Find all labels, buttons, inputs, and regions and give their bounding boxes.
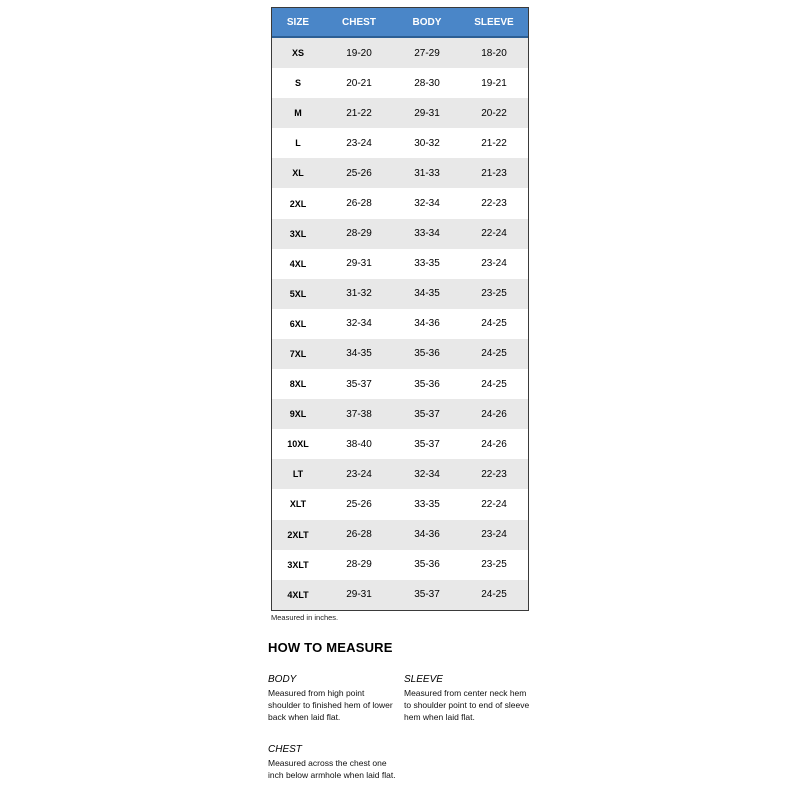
cell-chest: 28-29 — [346, 559, 372, 571]
cell-sleeve: 23-25 — [481, 559, 507, 571]
cell-chest: 26-28 — [346, 529, 372, 541]
table-row — [272, 520, 528, 550]
measure-chest-heading: CHEST — [268, 744, 302, 755]
table-row — [272, 399, 528, 429]
cell-sleeve: 22-23 — [481, 468, 507, 480]
cell-body: 29-31 — [414, 107, 440, 119]
cell-size: XL — [292, 168, 304, 179]
header-chest: CHEST — [342, 16, 376, 28]
table-row — [272, 369, 528, 399]
cell-size: 4XL — [289, 258, 307, 269]
cell-chest: 38-40 — [346, 438, 372, 450]
table-row — [272, 38, 528, 68]
measure-body-text: Measured from high point shoulder to finished hem of lower back when laid flat. — [268, 688, 393, 722]
measure-body-heading: BODY — [268, 674, 297, 685]
cell-chest: 29-31 — [346, 258, 372, 270]
cell-body: 34-36 — [414, 318, 440, 330]
measure-sleeve-block — [404, 674, 532, 723]
table-header-row — [272, 8, 528, 38]
cell-chest: 32-34 — [346, 318, 372, 330]
table-row — [272, 158, 528, 188]
cell-body: 32-34 — [414, 198, 440, 210]
cell-sleeve: 21-22 — [481, 137, 507, 149]
cell-body: 35-37 — [414, 589, 440, 601]
cell-size: 3XL — [289, 228, 307, 239]
cell-sleeve: 24-25 — [481, 348, 507, 360]
cell-chest: 29-31 — [346, 589, 372, 601]
cell-body: 35-37 — [414, 438, 440, 450]
cell-size: XLT — [289, 499, 307, 510]
cell-body: 31-33 — [414, 167, 440, 179]
cell-chest: 19-20 — [346, 47, 372, 59]
table-row — [272, 580, 528, 610]
cell-size: LT — [292, 469, 304, 480]
table-row — [272, 128, 528, 158]
cell-size: S — [294, 78, 301, 89]
measure-sleeve-text: Measured from center neck hem to shoulder point to end of sleeve hem when laid flat. — [404, 688, 530, 722]
cell-size: 9XL — [289, 409, 307, 420]
cell-sleeve: 21-23 — [481, 167, 507, 179]
measure-sleeve-heading: SLEEVE — [404, 674, 443, 685]
how-to-measure-title: HOW TO MEASURE — [268, 640, 393, 655]
cell-body: 34-36 — [414, 529, 440, 541]
cell-body: 35-36 — [414, 348, 440, 360]
cell-body: 33-34 — [414, 228, 440, 240]
table-row — [272, 309, 528, 339]
table-row — [272, 429, 528, 459]
cell-chest: 34-35 — [346, 348, 372, 360]
measurement-note: Measured in inches. — [271, 613, 339, 622]
cell-chest: 23-24 — [346, 468, 372, 480]
cell-size: 6XL — [289, 318, 307, 329]
header-sleeve: SLEEVE — [474, 16, 514, 28]
cell-chest: 35-37 — [346, 378, 372, 390]
cell-sleeve: 23-25 — [481, 288, 507, 300]
measure-chest-block — [268, 744, 396, 781]
cell-size: 2XLT — [287, 529, 309, 540]
cell-chest: 26-28 — [346, 198, 372, 210]
cell-sleeve: 23-24 — [481, 258, 507, 270]
cell-sleeve: 18-20 — [481, 47, 507, 59]
measure-body-block — [268, 674, 396, 723]
cell-body: 33-35 — [414, 258, 440, 270]
cell-size: 8XL — [289, 379, 307, 390]
table-row — [272, 249, 528, 279]
cell-size: 5XL — [289, 288, 307, 299]
cell-size: 7XL — [289, 348, 307, 359]
cell-sleeve: 19-21 — [481, 77, 507, 89]
cell-sleeve: 22-23 — [481, 198, 507, 210]
table-row — [272, 219, 528, 249]
table-body — [272, 38, 528, 610]
table-row — [272, 68, 528, 98]
cell-sleeve: 23-24 — [481, 529, 507, 541]
table-row — [272, 279, 528, 309]
cell-sleeve: 20-22 — [481, 107, 507, 119]
table-row — [272, 459, 528, 489]
cell-chest: 25-26 — [346, 498, 372, 510]
cell-size: L — [295, 138, 301, 149]
size-chart-table — [271, 7, 529, 611]
cell-chest: 37-38 — [346, 408, 372, 420]
cell-sleeve: 24-25 — [481, 318, 507, 330]
table-row — [272, 188, 528, 218]
cell-chest: 21-22 — [346, 107, 372, 119]
cell-chest: 25-26 — [346, 167, 372, 179]
cell-chest: 28-29 — [346, 228, 372, 240]
cell-sleeve: 24-25 — [481, 589, 507, 601]
cell-size: 2XL — [289, 198, 307, 209]
measure-chest-text: Measured across the chest one inch below armhole when laid flat. — [268, 758, 396, 780]
cell-size: 3XLT — [287, 559, 309, 570]
header-body: BODY — [412, 16, 442, 28]
cell-sleeve: 22-24 — [481, 228, 507, 240]
table-row — [272, 489, 528, 519]
cell-body: 28-30 — [414, 77, 440, 89]
cell-size: 10XL — [287, 439, 309, 450]
cell-size: XS — [291, 48, 304, 59]
cell-chest: 31-32 — [346, 288, 372, 300]
cell-sleeve: 24-26 — [481, 408, 507, 420]
cell-body: 32-34 — [414, 468, 440, 480]
table-row — [272, 339, 528, 369]
cell-size: 4XLT — [287, 589, 309, 600]
cell-sleeve: 22-24 — [481, 498, 507, 510]
cell-chest: 23-24 — [346, 137, 372, 149]
table-row — [272, 98, 528, 128]
cell-body: 35-36 — [414, 378, 440, 390]
table-row — [272, 550, 528, 580]
cell-size: M — [294, 108, 302, 119]
header-size: SIZE — [286, 16, 310, 28]
cell-chest: 20-21 — [346, 77, 372, 89]
cell-body: 30-32 — [414, 137, 440, 149]
cell-sleeve: 24-25 — [481, 378, 507, 390]
cell-body: 35-36 — [414, 559, 440, 571]
cell-body: 34-35 — [414, 288, 440, 300]
cell-body: 33-35 — [414, 498, 440, 510]
cell-sleeve: 24-26 — [481, 438, 507, 450]
cell-body: 35-37 — [414, 408, 440, 420]
cell-body: 27-29 — [414, 47, 440, 59]
